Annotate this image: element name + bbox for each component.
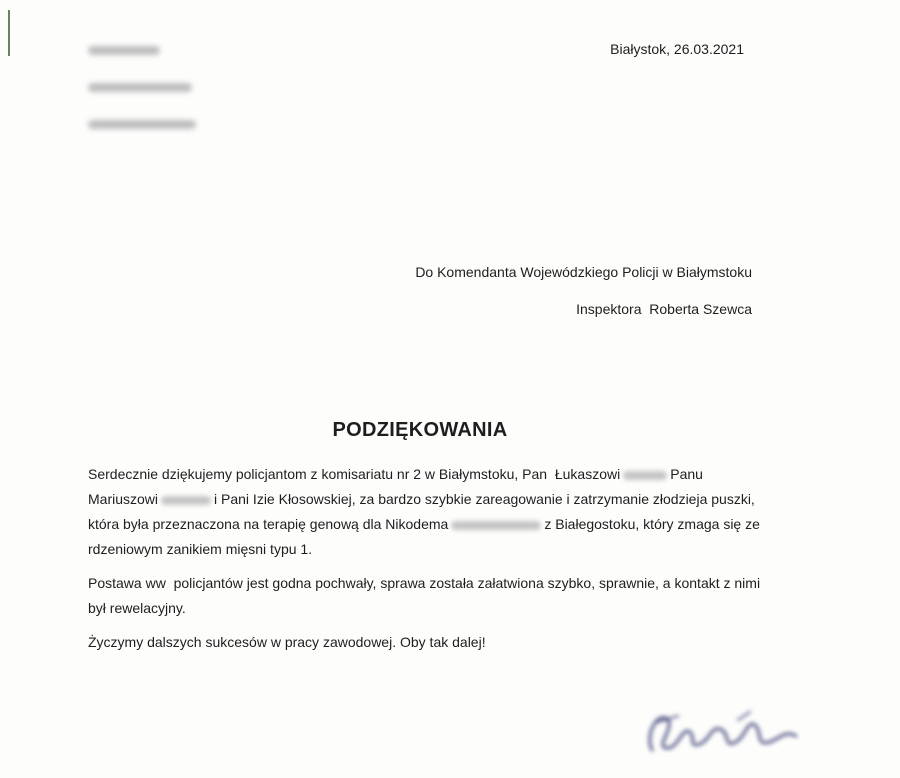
paragraph-1-part-2: Panu Mariuszowi bbox=[88, 466, 703, 507]
letter-body bbox=[88, 462, 768, 664]
recipient-line-1: Do Komendanta Wojewódzkiego Policji w Białymstoku bbox=[415, 264, 752, 280]
body-paragraph-3: Życzymy dalszych sukcesów w pracy zawodowej. Oby tak dalej! bbox=[88, 634, 486, 650]
margin-pen-mark bbox=[8, 10, 10, 56]
paragraph-1-part-3: i Pani Izie Kłosowskiej, za bardzo szybkie zareagowanie i zatrzymanie złodzieja puszki, która była przeznaczona na terapię genową dla Nikodema bbox=[88, 491, 755, 532]
paragraph-1-part-1: Serdecznie dziękujemy policjantom z komisariatu nr 2 w Białymstoku, Pan Łukaszowi bbox=[88, 466, 621, 482]
place-and-date: Białystok, 26.03.2021 bbox=[610, 41, 744, 57]
letter-title: PODZIĘKOWANIA bbox=[332, 419, 508, 441]
paragraph-1-part-4: z Białegostoku, który zmaga się ze rdzeniowym zanikiem mięsni typu 1. bbox=[88, 516, 760, 557]
redacted-sender-city bbox=[88, 120, 196, 129]
redacted-surname-3 bbox=[451, 521, 541, 530]
redacted-sender-street bbox=[88, 83, 192, 92]
redacted-sender-name bbox=[88, 46, 160, 55]
body-paragraph-1 bbox=[88, 462, 768, 562]
body-paragraph-2: Postawa ww policjantów jest godna pochwały, sprawa została załatwiona szybko, sprawnie, a kontakt z nimi był rewelacyjny. bbox=[88, 575, 764, 616]
redacted-surname-1 bbox=[623, 471, 667, 480]
redacted-surname-2 bbox=[161, 496, 211, 505]
handwritten-signature bbox=[638, 702, 808, 762]
recipient-block bbox=[415, 263, 752, 319]
sender-address-redacted bbox=[88, 46, 196, 157]
recipient-line-2: Inspektora Roberta Szewca bbox=[576, 301, 752, 317]
